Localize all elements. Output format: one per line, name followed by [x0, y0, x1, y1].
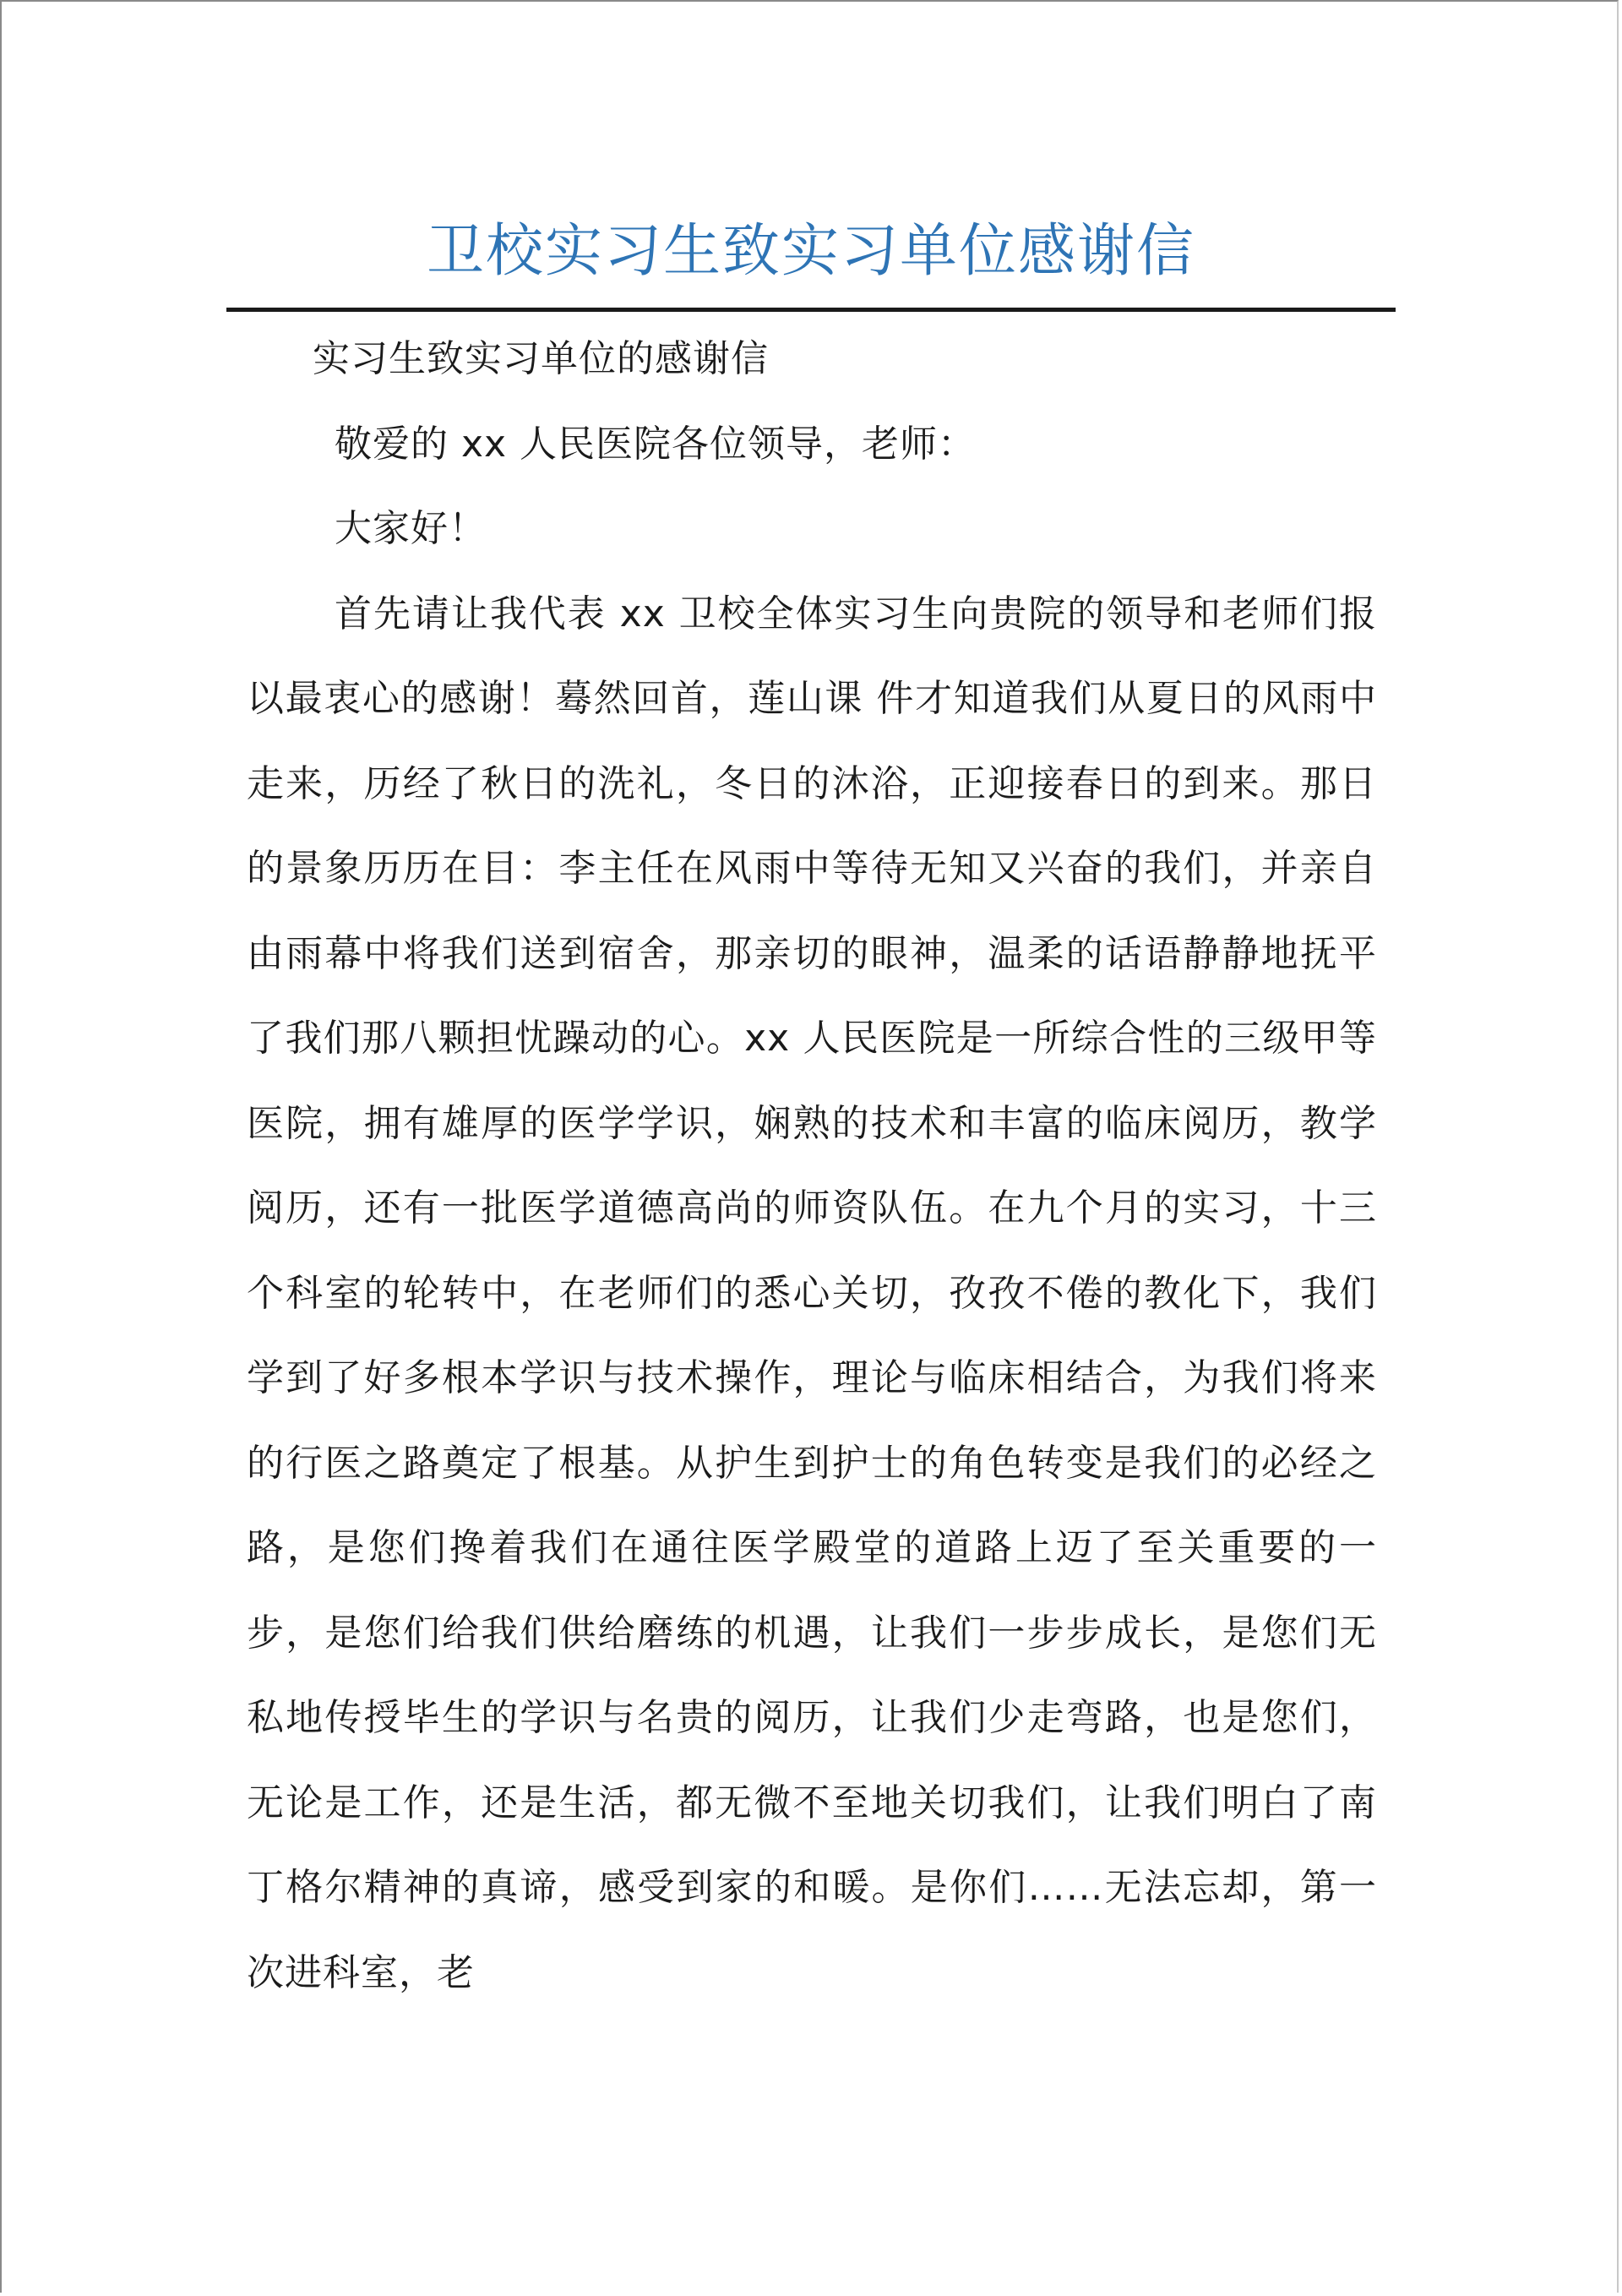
title-underline-rule	[226, 308, 1396, 312]
document-title: 卫校实习生致实习单位感谢信	[426, 218, 1195, 285]
letter-greeting: 大家好！	[335, 507, 487, 550]
document-body	[247, 317, 1377, 2015]
letter-subtitle: 实习生致实习单位的感谢信	[313, 337, 769, 380]
letter-salutation: 敬爱的 xx 人民医院各位领导，老师：	[335, 422, 977, 466]
letter-body-paragraph: 首先请让我代表 xx 卫校全体实习生向贵院的领导和老师们报以最衷心的感谢！蓦然回首，莲山课 件才知道我们从夏日的风雨中走来，历经了秋日的洗礼，冬日的沐浴，正迎接春日的到来。那日的景象历历在目：李主任在风雨中等待无知又兴奋的我们，并亲自由雨幕中将我们送到宿舍，那亲切的眼神，温柔的话语静静地抚平了我们那八颗担忧躁动的心。xx 人民医院是一所综合性的三级甲等医院，拥有雄厚的医学学识，娴熟的技术和丰富的临床阅历，教学阅历，还有一批医学道德高尚的师资队伍。在九个月的实习，十三个科室的轮转中，在老师们的悉心关切，孜孜不倦的教化下，我们学到了好多根本学识与技术操作，理论与临床相结合，为我们将来的行医之路奠定了根基。从护生到护士的角色转变是我们的必经之路，是您们搀着我们在通往医学殿堂的道路上迈了至关重要的一步，是您们给我们供给磨练的机遇，让我们一步步成长，是您们无私地传授毕生的学识与名贵的阅历，让我们少走弯路，也是您们，无论是工作，还是生活，都无微不至地关切我们，让我们明白了南丁格尔精神的真谛，感受到家的和暖。是你们……无法忘却，第一次进科室，老	[247, 592, 1377, 1994]
